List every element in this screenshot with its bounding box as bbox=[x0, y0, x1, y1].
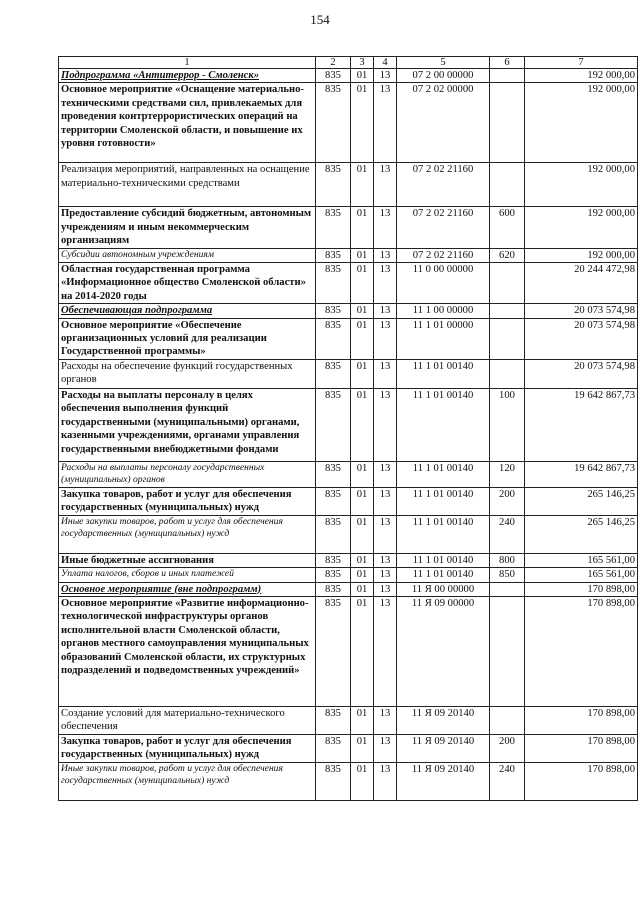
admin-code-cell: 835 bbox=[316, 706, 351, 734]
subsection-code-cell: 13 bbox=[374, 388, 397, 461]
admin-code-cell: 835 bbox=[316, 734, 351, 762]
amount-cell: 19 642 867,73 bbox=[525, 461, 638, 487]
table-row bbox=[59, 263, 638, 304]
section-code-cell: 01 bbox=[351, 318, 374, 359]
expense-type-cell: 240 bbox=[490, 762, 525, 800]
target-article-cell: 11 0 00 00000 bbox=[397, 263, 490, 304]
table-row bbox=[59, 487, 638, 515]
amount-cell: 265 146,25 bbox=[525, 487, 638, 515]
section-code-cell: 01 bbox=[351, 163, 374, 207]
amount-cell: 20 073 574,98 bbox=[525, 318, 638, 359]
amount-cell: 20 073 574,98 bbox=[525, 359, 638, 388]
table-row bbox=[59, 461, 638, 487]
admin-code-cell: 835 bbox=[316, 318, 351, 359]
table-row bbox=[59, 388, 638, 461]
admin-code-cell: 835 bbox=[316, 582, 351, 596]
row-name-cell: Подпрограмма «Антитеррор - Смоленск» bbox=[59, 69, 316, 83]
amount-cell: 20 244 472,98 bbox=[525, 263, 638, 304]
amount-cell: 170 898,00 bbox=[525, 596, 638, 706]
expense-type-cell: 120 bbox=[490, 461, 525, 487]
row-name-cell: Уплата налогов, сборов и иных платежей bbox=[59, 568, 316, 582]
table-row bbox=[59, 596, 638, 706]
table-row bbox=[59, 706, 638, 734]
subsection-code-cell: 13 bbox=[374, 568, 397, 582]
admin-code-cell: 835 bbox=[316, 263, 351, 304]
table-row bbox=[59, 83, 638, 163]
admin-code-cell: 835 bbox=[316, 461, 351, 487]
row-name-cell: Областная государственная программа «Информационное общество Смоленской области» на 2014-2020 годы bbox=[59, 263, 316, 304]
amount-cell: 170 898,00 bbox=[525, 582, 638, 596]
target-article-cell: 11 1 00 00000 bbox=[397, 304, 490, 318]
subsection-code-cell: 13 bbox=[374, 304, 397, 318]
subsection-code-cell: 13 bbox=[374, 83, 397, 163]
target-article-cell: 11 Я 09 20140 bbox=[397, 762, 490, 800]
admin-code-cell: 835 bbox=[316, 304, 351, 318]
admin-code-cell: 835 bbox=[316, 515, 351, 553]
target-article-cell: 11 1 01 00140 bbox=[397, 568, 490, 582]
subsection-code-cell: 13 bbox=[374, 582, 397, 596]
table-row bbox=[59, 515, 638, 553]
target-article-cell: 11 1 01 00000 bbox=[397, 318, 490, 359]
subsection-code-cell: 13 bbox=[374, 706, 397, 734]
subsection-code-cell: 13 bbox=[374, 487, 397, 515]
subsection-code-cell: 13 bbox=[374, 359, 397, 388]
admin-code-cell: 835 bbox=[316, 553, 351, 567]
target-article-cell: 11 Я 00 00000 bbox=[397, 582, 490, 596]
target-article-cell: 11 1 01 00140 bbox=[397, 388, 490, 461]
budget-table bbox=[58, 56, 638, 801]
expense-type-cell: 620 bbox=[490, 248, 525, 262]
table-row bbox=[59, 304, 638, 318]
section-code-cell: 01 bbox=[351, 734, 374, 762]
section-code-cell: 01 bbox=[351, 515, 374, 553]
table-row bbox=[59, 207, 638, 248]
amount-cell: 192 000,00 bbox=[525, 207, 638, 248]
table-row bbox=[59, 553, 638, 567]
column-header-6: 6 bbox=[490, 57, 525, 69]
row-name-cell: Реализация мероприятий, направленных на оснащение материально-техническими средствами bbox=[59, 163, 316, 207]
admin-code-cell: 835 bbox=[316, 487, 351, 515]
row-name-cell: Закупка товаров, работ и услуг для обеспечения государственных (муниципальных) нужд bbox=[59, 487, 316, 515]
amount-cell: 165 561,00 bbox=[525, 568, 638, 582]
subsection-code-cell: 13 bbox=[374, 461, 397, 487]
admin-code-cell: 835 bbox=[316, 163, 351, 207]
row-name-cell: Иные закупки товаров, работ и услуг для обеспечения государственных (муниципальных) нужд bbox=[59, 515, 316, 553]
expense-type-cell bbox=[490, 359, 525, 388]
admin-code-cell: 835 bbox=[316, 248, 351, 262]
expense-type-cell bbox=[490, 304, 525, 318]
target-article-cell: 11 Я 09 20140 bbox=[397, 706, 490, 734]
subsection-code-cell: 13 bbox=[374, 163, 397, 207]
table-row bbox=[59, 359, 638, 388]
table-row bbox=[59, 762, 638, 800]
column-header-2: 2 bbox=[316, 57, 351, 69]
amount-cell: 165 561,00 bbox=[525, 553, 638, 567]
amount-cell: 192 000,00 bbox=[525, 69, 638, 83]
section-code-cell: 01 bbox=[351, 207, 374, 248]
expense-type-cell bbox=[490, 318, 525, 359]
column-header-1: 1 bbox=[59, 57, 316, 69]
row-name-cell: Расходы на выплаты персоналу государственных (муниципальных) органов bbox=[59, 461, 316, 487]
row-name-cell: Субсидии автономным учреждениям bbox=[59, 248, 316, 262]
target-article-cell: 07 2 02 00000 bbox=[397, 83, 490, 163]
section-code-cell: 01 bbox=[351, 582, 374, 596]
admin-code-cell: 835 bbox=[316, 69, 351, 83]
row-name-cell: Иные закупки товаров, работ и услуг для обеспечения государственных (муниципальных) нужд bbox=[59, 762, 316, 800]
column-header-7: 7 bbox=[525, 57, 638, 69]
amount-cell: 19 642 867,73 bbox=[525, 388, 638, 461]
section-code-cell: 01 bbox=[351, 568, 374, 582]
row-name-cell: Расходы на выплаты персоналу в целях обеспечения выполнения функций государственными (муниципальными) органами, казенными учреждениями, органами управления государственными внебюджетными фондами bbox=[59, 388, 316, 461]
table-row bbox=[59, 568, 638, 582]
amount-cell: 192 000,00 bbox=[525, 83, 638, 163]
section-code-cell: 01 bbox=[351, 553, 374, 567]
amount-cell: 192 000,00 bbox=[525, 163, 638, 207]
target-article-cell: 11 1 01 00140 bbox=[397, 359, 490, 388]
expense-type-cell bbox=[490, 706, 525, 734]
row-name-cell: Обеспечивающая подпрограмма bbox=[59, 304, 316, 318]
target-article-cell: 07 2 02 21160 bbox=[397, 248, 490, 262]
row-name-cell: Основное мероприятие (вне подпрограмм) bbox=[59, 582, 316, 596]
table-row bbox=[59, 163, 638, 207]
page-number: 154 bbox=[310, 12, 330, 27]
row-name-cell: Основное мероприятие «Обеспечение организационных условий для реализации Государственной программы» bbox=[59, 318, 316, 359]
expense-type-cell bbox=[490, 596, 525, 706]
expense-type-cell bbox=[490, 83, 525, 163]
admin-code-cell: 835 bbox=[316, 359, 351, 388]
admin-code-cell: 835 bbox=[316, 596, 351, 706]
budget-table-body bbox=[59, 57, 638, 801]
table-row bbox=[59, 318, 638, 359]
expense-type-cell bbox=[490, 582, 525, 596]
target-article-cell: 11 1 01 00140 bbox=[397, 553, 490, 567]
section-code-cell: 01 bbox=[351, 706, 374, 734]
target-article-cell: 07 2 00 00000 bbox=[397, 69, 490, 83]
subsection-code-cell: 13 bbox=[374, 553, 397, 567]
table-row bbox=[59, 69, 638, 83]
expense-type-cell: 200 bbox=[490, 734, 525, 762]
section-code-cell: 01 bbox=[351, 69, 374, 83]
row-name-cell: Создание условий для материально-технического обеспечения bbox=[59, 706, 316, 734]
section-code-cell: 01 bbox=[351, 461, 374, 487]
amount-cell: 192 000,00 bbox=[525, 248, 638, 262]
subsection-code-cell: 13 bbox=[374, 248, 397, 262]
subsection-code-cell: 13 bbox=[374, 263, 397, 304]
subsection-code-cell: 13 bbox=[374, 207, 397, 248]
amount-cell: 170 898,00 bbox=[525, 734, 638, 762]
section-code-cell: 01 bbox=[351, 263, 374, 304]
table-row bbox=[59, 582, 638, 596]
subsection-code-cell: 13 bbox=[374, 515, 397, 553]
expense-type-cell: 850 bbox=[490, 568, 525, 582]
subsection-code-cell: 13 bbox=[374, 69, 397, 83]
subsection-code-cell: 13 bbox=[374, 596, 397, 706]
expense-type-cell: 100 bbox=[490, 388, 525, 461]
subsection-code-cell: 13 bbox=[374, 762, 397, 800]
column-header-3: 3 bbox=[351, 57, 374, 69]
section-code-cell: 01 bbox=[351, 388, 374, 461]
amount-cell: 170 898,00 bbox=[525, 762, 638, 800]
target-article-cell: 11 1 01 00140 bbox=[397, 461, 490, 487]
admin-code-cell: 835 bbox=[316, 388, 351, 461]
column-header-5: 5 bbox=[397, 57, 490, 69]
section-code-cell: 01 bbox=[351, 304, 374, 318]
expense-type-cell bbox=[490, 163, 525, 207]
subsection-code-cell: 13 bbox=[374, 734, 397, 762]
amount-cell: 265 146,25 bbox=[525, 515, 638, 553]
admin-code-cell: 835 bbox=[316, 568, 351, 582]
expense-type-cell: 600 bbox=[490, 207, 525, 248]
row-name-cell: Предоставление субсидий бюджетным, автономным учреждениям и иным некоммерческим организациям bbox=[59, 207, 316, 248]
section-code-cell: 01 bbox=[351, 83, 374, 163]
table-row bbox=[59, 734, 638, 762]
row-name-cell: Иные бюджетные ассигнования bbox=[59, 553, 316, 567]
amount-cell: 20 073 574,98 bbox=[525, 304, 638, 318]
admin-code-cell: 835 bbox=[316, 762, 351, 800]
target-article-cell: 07 2 02 21160 bbox=[397, 163, 490, 207]
row-name-cell: Основное мероприятие «Развитие информационно-технологической инфраструктуры органов исполнительной власти Смоленской области, органов местного самоуправления муниципальных образований Смоленской области, их структурных подразделений и подведомственных учреждений» bbox=[59, 596, 316, 706]
section-code-cell: 01 bbox=[351, 487, 374, 515]
admin-code-cell: 835 bbox=[316, 83, 351, 163]
column-header-4: 4 bbox=[374, 57, 397, 69]
row-name-cell: Основное мероприятие «Оснащение материально-техническими средствами сил, привлекаемых для проведения контртеррористических операций на территории Смоленской области, и повышение их уровня готовности» bbox=[59, 83, 316, 163]
target-article-cell: 11 Я 09 00000 bbox=[397, 596, 490, 706]
table-row bbox=[59, 248, 638, 262]
expense-type-cell: 800 bbox=[490, 553, 525, 567]
row-name-cell: Расходы на обеспечение функций государственных органов bbox=[59, 359, 316, 388]
admin-code-cell: 835 bbox=[316, 207, 351, 248]
subsection-code-cell: 13 bbox=[374, 318, 397, 359]
target-article-cell: 07 2 02 21160 bbox=[397, 207, 490, 248]
target-article-cell: 11 1 01 00140 bbox=[397, 487, 490, 515]
target-article-cell: 11 Я 09 20140 bbox=[397, 734, 490, 762]
expense-type-cell bbox=[490, 263, 525, 304]
section-code-cell: 01 bbox=[351, 359, 374, 388]
section-code-cell: 01 bbox=[351, 596, 374, 706]
expense-type-cell: 240 bbox=[490, 515, 525, 553]
target-article-cell: 11 1 01 00140 bbox=[397, 515, 490, 553]
row-name-cell: Закупка товаров, работ и услуг для обеспечения государственных (муниципальных) нужд bbox=[59, 734, 316, 762]
column-header-row bbox=[59, 57, 638, 69]
section-code-cell: 01 bbox=[351, 248, 374, 262]
amount-cell: 170 898,00 bbox=[525, 706, 638, 734]
section-code-cell: 01 bbox=[351, 762, 374, 800]
expense-type-cell: 200 bbox=[490, 487, 525, 515]
expense-type-cell bbox=[490, 69, 525, 83]
